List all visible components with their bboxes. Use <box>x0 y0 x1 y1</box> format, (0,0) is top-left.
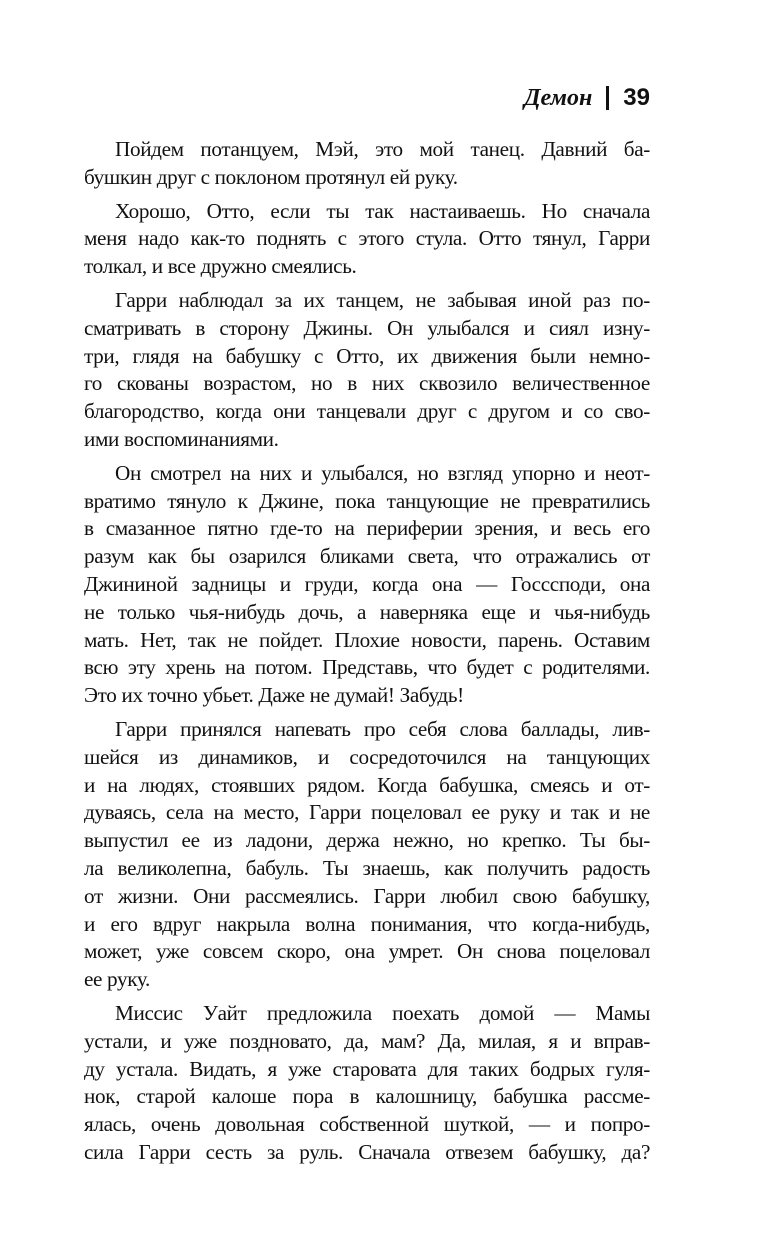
text-line: может, уже совсем скоро, она умрет. Он снова поцеловал <box>84 939 650 964</box>
text-line: в смазанное пятно где-то на периферии зрения, и весь его <box>84 516 650 541</box>
page-number: 39 <box>623 84 650 111</box>
text-line: Гарри принялся напевать про себя слова баллады, лив- <box>115 716 650 741</box>
paragraph <box>84 460 650 710</box>
text-line: ими воспоминаниями. <box>84 426 279 451</box>
text-line: устали, и уже поздновато, да, мам? Да, милая, я и вправ- <box>84 1028 650 1053</box>
text-body <box>84 136 650 1173</box>
text-line: дуваясь, села на место, Гарри поцеловал ее руку и так и не <box>84 800 650 825</box>
running-head-separator <box>606 86 609 110</box>
text-line: го скованы возрастом, но в них сквозило величественное <box>84 371 650 396</box>
text-line: Он смотрел на них и улыбался, но взгляд упорно и неот- <box>115 460 650 485</box>
text-line: бушкин друг с поклоном протянул ей руку. <box>84 164 458 189</box>
text-line: Миссис Уайт предложила поехать домой — Мамы <box>115 1000 650 1025</box>
text-line: не только чья-нибудь дочь, а наверняка еще и чья-нибудь <box>84 599 650 624</box>
text-line: сила Гарри сесть за руль. Сначала отвезем бабушку, да? <box>84 1139 650 1164</box>
text-line: Хорошо, Отто, если ты так настаиваешь. Но сначала <box>115 198 650 223</box>
paragraph <box>84 716 650 994</box>
paragraph <box>84 287 650 454</box>
text-line: Это их точно убьет. Даже не думай! Забудь! <box>84 683 464 708</box>
text-line: всю эту хрень на потом. Представь, что будет с родителями. <box>84 655 650 680</box>
paragraph <box>84 198 650 281</box>
text-line: и его вдруг накрыла волна понимания, что когда-нибудь, <box>84 911 650 936</box>
text-line: ялась, очень довольная собственной шуткой, — и попро- <box>84 1112 650 1137</box>
paragraph <box>84 1000 650 1167</box>
text-line: меня надо как-то поднять с этого стула. Отто тянул, Гарри <box>84 226 650 251</box>
text-line: Пойдем потанцуем, Мэй, это мой танец. Давний ба- <box>115 137 650 161</box>
text-line: три, глядя на бабушку с Отто, их движения были немно- <box>84 343 650 368</box>
running-head <box>524 86 650 110</box>
text-line: ду устала. Видать, я уже старовата для таких бодрых гуля- <box>84 1056 650 1081</box>
text-line: ее руку. <box>84 967 150 992</box>
text-line: благородство, когда они танцевали друг с другом и со сво- <box>84 399 650 424</box>
text-line: выпустил ее из ладони, держа нежно, но крепко. Ты бы- <box>84 828 650 853</box>
text-line: сматривать в сторону Джины. Он улыбался и сиял изну- <box>84 315 650 340</box>
running-head-title: Демон <box>524 85 593 111</box>
text-line: от жизни. Они рассмеялись. Гарри любил свою бабушку, <box>84 883 650 908</box>
text-line: ла великолепна, бабуль. Ты знаешь, как получить радость <box>84 855 650 880</box>
text-line: толкал, и все дружно смеялись. <box>84 254 357 279</box>
text-line: шейся из динамиков, и сосредоточился на танцующих <box>84 744 650 769</box>
text-line: мать. Нет, так не пойдет. Плохие новости, парень. Оставим <box>84 627 650 652</box>
text-line: и на людях, стоявших рядом. Когда бабушка, смеясь и от- <box>84 772 650 797</box>
text-line: вратимо тянуло к Джине, пока танцующие не превратились <box>84 488 650 513</box>
text-line: нок, старой калоше пора в калошницу, бабушка рассме- <box>84 1084 650 1109</box>
paragraph <box>84 136 650 192</box>
text-line: разум как бы озарился бликами света, что отражались от <box>84 544 650 569</box>
text-line: Джининой задницы и груди, когда она — Госссподи, она <box>84 571 650 596</box>
text-line: Гарри наблюдал за их танцем, не забывая иной раз по- <box>115 287 650 312</box>
